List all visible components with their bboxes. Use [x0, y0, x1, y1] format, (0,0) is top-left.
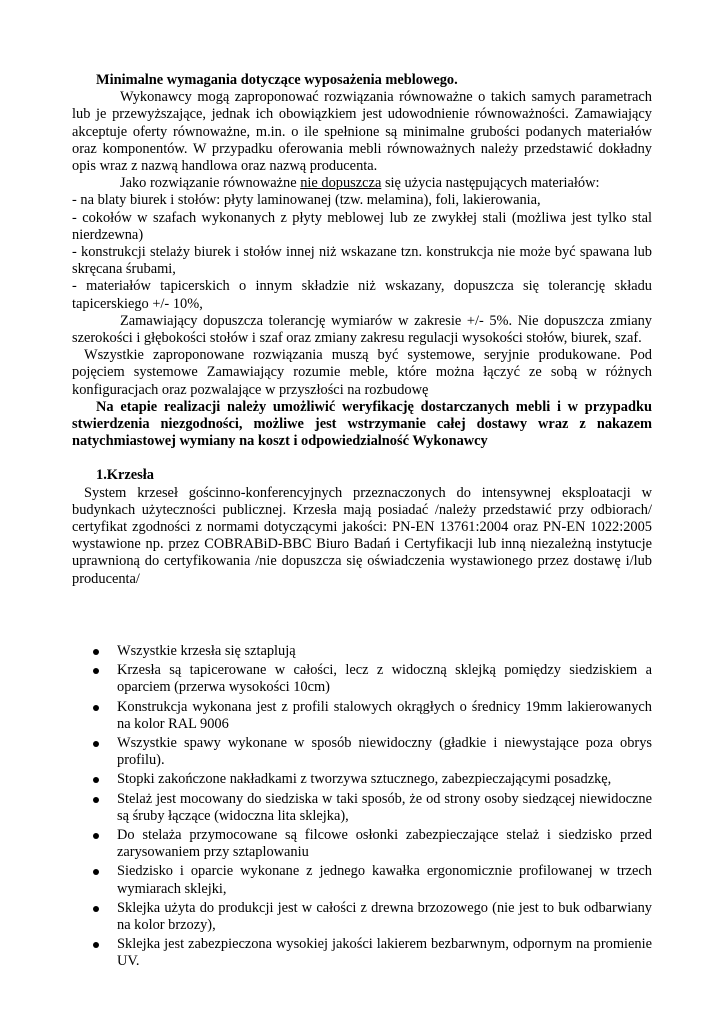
list-item-text: Sklejka jest zabezpieczona wysokiej jakości lakierem bezbarwnym, odpornym na promienie UV.: [117, 936, 652, 970]
requirements-paragraph-5: Na etapie realizacji należy umożliwić weryfikację dostarczanych mebli i w przypadku stwierdzenia niezgodności, możliwe jest wstrzymanie całej dostawy wraz z nakazem natychmiastowej wymiany na koszt i odpowiedzialność Wykonawcy: [72, 398, 652, 450]
bullet-icon: [93, 668, 99, 674]
list-item-text: Stopki zakończone nakładkami z tworzywa sztucznego, zabezpieczającymi posadzkę,: [117, 771, 612, 788]
requirements-paragraph-1: Wykonawcy mogą zaproponować rozwiązania równoważne o takich samych parametrach lub je przewyższające, jednak ich obowiązkiem jest udowodnienie równoważności. Zamawiający akceptuje oferty równoważne, m.in. o ile spełnione są minimalne grubości podanych materiałów oraz komponentów. W przypadku oferowania mebli równoważnych należy przedstawić dokładny opis wraz z nazwą handlowa oraz nazwą producenta.: [72, 89, 652, 175]
spacer: [72, 588, 652, 626]
bullet-icon: [93, 906, 99, 912]
bullet-icon: [93, 833, 99, 839]
list-item: [72, 662, 652, 696]
requirements-heading: Minimalne wymagania dotyczące wyposażenia meblowego.: [96, 72, 458, 88]
list-item-text: Stelaż jest mocowany do siedziska w taki sposób, że od strony osoby siedzącej niewidoczne są śruby łączące (widoczna lita sklejka),: [117, 790, 652, 824]
list-item-text: Wszystkie krzesła się sztaplują: [117, 642, 296, 659]
bullet-icon: [93, 705, 99, 711]
exclusion-item: - na blaty biurek i stołów: płyty laminowanej (tzw. melamina), foli, lakierowania,: [72, 192, 541, 209]
list-item-text: Wszystkie spawy wykonane w sposób niewidoczny (gładkie i niewystające poza obrys profilu).: [117, 734, 652, 769]
bullet-icon: [93, 741, 99, 747]
bullet-icon: [93, 942, 99, 948]
list-item: [72, 735, 652, 769]
list-item: [72, 791, 652, 825]
list-item: [72, 699, 652, 733]
list-item: [72, 643, 652, 660]
list-item: [72, 863, 652, 897]
exclusion-item: - materiałów tapicerskich o innym składzie niż wskazany, dopuszcza się tolerancję składu tapicerskiego +/- 10%,: [72, 278, 652, 312]
list-item-text: Siedzisko i oparcie wykonane z jednego kawałka ergonomicznie profilowanej w trzech wymiarach sklejki,: [117, 863, 652, 897]
bullet-icon: [93, 869, 99, 875]
bullet-icon: [93, 777, 99, 783]
chairs-intro: System krzeseł gościnno-konferencyjnych przeznaczonych do intensywnej eksploatacji w budynkach użyteczności publicznej. Krzesła mają posiadać /należy przedstawić przy odbiorach/ certyfikat zgodności z normami dotyczącymi jakości: PN-EN 13761:2004 oraz PN-EN 1022:2005 wystawione np. przez COBRABiD-BBC Biuro Badań i Certyfikacji lub inną niezależną instytucje uprawnioną do certyfikowania /nie dopuszcza się oświadczenia wystawionego przez dostawę i/lub producenta/: [72, 484, 652, 587]
p2-prefix: Jako rozwiązanie równoważne: [120, 175, 297, 192]
list-item-text: Sklejka użyta do produkcji jest w całości z drewna brzozowego (nie jest to buk odbarwiany na kolor brzozy),: [117, 899, 652, 933]
list-item: [72, 771, 652, 788]
list-item: [72, 827, 652, 861]
bullet-icon: [93, 797, 99, 803]
exclusion-item: - konstrukcji stelaży biurek i stołów innej niż wskazane tzn. konstrukcja nie może być spawana lub skręcana śrubami,: [72, 244, 652, 278]
list-item: [72, 936, 652, 970]
requirements-paragraph-3: Zamawiający dopuszcza tolerancję wymiarów w zakresie +/- 5%. Nie dopuszcza zmiany szerokości i głębokości stołów i szaf oraz zmiany zakresu regulacji wysokości stołów, biurek, szaf.: [72, 312, 652, 347]
spacer: [72, 626, 652, 643]
chairs-bullet-list: [72, 643, 652, 971]
list-item-text: Do stelaża przymocowane są filcowe osłonki zabezpieczające stelaż i siedzisko przed zarysowaniem przy sztaplowaniu: [117, 826, 652, 861]
requirements-paragraph-2: [72, 175, 652, 192]
spacer: [72, 450, 652, 467]
chairs-heading: 1.Krzesła: [96, 467, 154, 484]
list-item-text: Krzesła są tapicerowane w całości, lecz z widoczną sklejką pomiędzy siedziskiem a oparciem (przerwa wysokości 10cm): [117, 662, 652, 696]
document-body: [72, 72, 652, 973]
p2-suffix: się użycia następujących materiałów:: [384, 175, 600, 192]
p2-underlined: nie dopuszcza: [300, 175, 382, 192]
list-item-text: Konstrukcja wykonana jest z profili stalowych okrągłych o średnicy 19mm lakierowanych na kolor RAL 9006: [117, 698, 652, 732]
bullet-icon: [93, 649, 99, 655]
exclusion-item: - cokołów w szafach wykonanych z płyty meblowej lub ze zwykłej stali (możliwa jest tylko stal nierdzewna): [72, 209, 652, 243]
requirements-paragraph-4: Wszystkie zaproponowane rozwiązania muszą być systemowe, seryjnie produkowane. Pod pojęciem systemowe Zamawiający rozumie meble, które można łączyć ze sobą w różnych konfiguracjach oraz pozwalające w przyszłości na rozbudowę: [72, 347, 652, 398]
list-item: [72, 900, 652, 934]
